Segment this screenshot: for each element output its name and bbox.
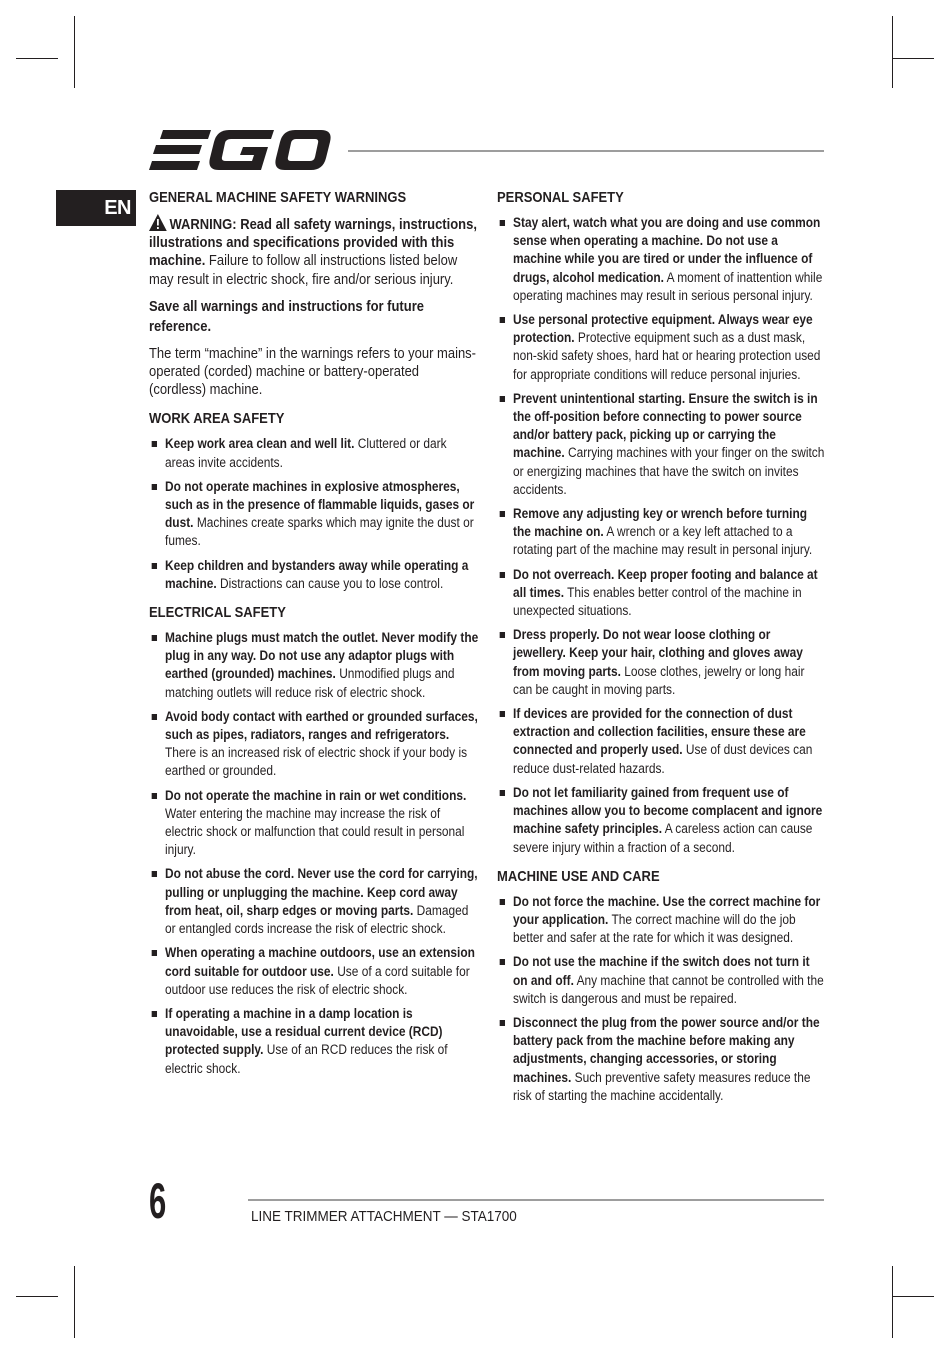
item-text: Use of dust devices can reduce dust-related hazards. <box>513 742 813 776</box>
item-text: Distractions can cause you to lose control. <box>220 575 444 591</box>
personal-safety-heading: PERSONAL SAFETY <box>497 190 624 206</box>
crop-mark <box>892 1266 893 1338</box>
item-bold-text: Use personal protective equipment. Always wear eye protection. <box>513 312 813 346</box>
crop-mark <box>74 16 75 88</box>
crop-mark <box>892 16 893 88</box>
warning-bold-text: Read all safety warnings, instructions, illustrations and specifications provided with this machine. <box>149 217 477 270</box>
item-text: A moment of inattention while operating machines may result in serious personal injury. <box>513 269 823 303</box>
list-item <box>497 566 826 621</box>
item-text: Carrying machines with your finger on the switch or energizing machines that have the switch on invites accidents. <box>513 445 825 497</box>
item-bold-text: Keep work area clean and well lit. <box>165 436 355 452</box>
footer-title: LINE TRIMMER ATTACHMENT — STA1700 <box>251 1208 517 1225</box>
item-text: Loose clothes, jewelry or long hair can be caught in moving parts. <box>513 663 805 697</box>
list-item <box>149 557 478 593</box>
page-number: 6 <box>149 1173 167 1229</box>
work-area-heading: WORK AREA SAFETY <box>149 411 285 428</box>
machine-use-list <box>497 893 826 1105</box>
item-text: Unmodified plugs and matching outlets will reduce risk of electric shock. <box>165 666 455 700</box>
list-item <box>149 787 478 860</box>
list-item <box>497 214 826 305</box>
warning-paragraph <box>149 214 478 289</box>
item-bold-text: When operating a machine outdoors, use an extension cord suitable for outdoor use. <box>165 945 475 979</box>
list-item <box>497 390 826 499</box>
item-bold-text: If operating a machine in a damp location is unavoidable, use a residual current device (RCD) protected supply. <box>165 1005 443 1058</box>
crop-mark <box>16 58 58 59</box>
ego-logo <box>149 130 331 170</box>
list-item <box>497 953 826 1008</box>
electrical-list <box>149 629 478 1078</box>
list-item <box>149 1005 478 1078</box>
right-column <box>497 188 826 1111</box>
item-text: Water entering the machine may increase the risk of electric shock or malfunction that could result in personal injury. <box>165 805 465 858</box>
item-text: Use of a cord suitable for outdoor use reduces the risk of electric shock. <box>165 963 470 997</box>
left-column <box>149 188 478 1084</box>
item-bold-text: Avoid body contact with earthed or grounded surfaces, such as pipes, radiators, ranges and refrigerators. <box>165 708 478 743</box>
list-item <box>497 1014 826 1105</box>
item-bold-text: Do not force the machine. Use the correct machine for your application. <box>513 893 821 927</box>
footer-rule <box>248 1199 824 1201</box>
list-item <box>497 626 826 699</box>
item-bold-text: Stay alert, watch what you are doing and use common sense when operating a machine. Do not use a machine while you are tired or under the influence of drugs, alcohol medication. <box>513 215 821 285</box>
item-text: A wrench or a key left attached to a rotating part of the machine may result in personal injury. <box>513 524 813 558</box>
crop-mark <box>892 1296 934 1297</box>
save-instruction: Save all warnings and instructions for future reference. <box>149 298 424 335</box>
warning-triangle-icon <box>149 214 167 231</box>
item-bold-text: Do not operate machines in explosive atmospheres, such as in the presence of flammable liquids, gases or dust. <box>165 478 475 531</box>
item-text: This enables better control of the machine in unexpected situations. <box>513 584 802 619</box>
item-bold-text: Do not abuse the cord. Never use the cord for carrying, pulling or unplugging the machine. Keep cord away from heat, oil, sharp edges or moving parts. <box>165 866 478 918</box>
item-text: Damaged or entangled cords increase the risk of electric shock. <box>165 902 469 937</box>
general-warnings-heading: GENERAL MACHINE SAFETY WARNINGS <box>149 190 407 206</box>
item-text: Cluttered or dark areas invite accidents. <box>165 436 447 470</box>
item-text: Machines create sparks which may ignite the dust or fumes. <box>165 515 474 549</box>
term-definition: The term “machine” in the warnings refers to your mains-operated (corded) machine or battery-operated (cordless) machine. <box>149 345 477 399</box>
item-bold-text: Dress properly. Do not wear loose clothing or jewellery. Keep your hair, clothing and gloves away from moving parts. <box>513 627 803 679</box>
language-tab <box>56 190 136 226</box>
list-item <box>497 505 826 560</box>
list-item <box>149 435 478 471</box>
item-text: A careless action can cause severe injury within a fraction of a second. <box>513 821 813 855</box>
item-text: The correct machine will do the job better and safer at the rate for which it was designed. <box>513 911 796 946</box>
item-bold-text: If devices are provided for the connection of dust extraction and collection facilities, ensure these are connected and properly used. <box>513 706 806 758</box>
item-bold-text: Disconnect the plug from the power source and/or the battery pack from the machine before making any adjustments, changing accessories, or storing machines. <box>513 1014 820 1085</box>
list-item <box>149 708 478 781</box>
item-text: Any machine that cannot be controlled with the switch is dangerous and must be repaired. <box>513 972 824 1006</box>
list-item <box>149 478 478 551</box>
electrical-heading: ELECTRICAL SAFETY <box>149 605 286 622</box>
personal-safety-list <box>497 214 826 857</box>
crop-mark <box>16 1296 58 1297</box>
list-item <box>497 784 826 857</box>
machine-use-heading: MACHINE USE AND CARE <box>497 868 660 885</box>
item-bold-text: Machine plugs must match the outlet. Never modify the plug in any way. Do not use any adaptor plugs with earthed (grounded) machines. <box>165 630 479 682</box>
item-bold-text: Keep children and bystanders away while operating a machine. <box>165 557 469 591</box>
item-text: Protective equipment such as a dust mask, non-skid safety shoes, hard hat or hearing protection used for appropriate conditions will reduce personal injuries. <box>513 330 821 382</box>
item-bold-text: Do not operate the machine in rain or wet conditions. <box>165 787 467 803</box>
list-item <box>497 311 826 384</box>
item-bold-text: Remove any adjusting key or wrench before turning the machine on. <box>513 506 808 540</box>
language-label: EN <box>104 196 131 219</box>
item-bold-text: Do not overreach. Keep proper footing and balance at all times. <box>513 566 818 600</box>
item-text: Use of an RCD reduces the risk of electric shock. <box>165 1042 448 1076</box>
item-text: There is an increased risk of electric shock if your body is earthed or grounded. <box>165 745 468 779</box>
work-area-list <box>149 435 478 593</box>
list-item <box>497 893 826 948</box>
list-item <box>149 865 478 938</box>
warning-text: Failure to follow all instructions listed below may result in electric shock, fire and/or serious injury. <box>149 253 458 288</box>
header-rule <box>348 150 824 152</box>
item-bold-text: Do not use the machine if the switch does not turn it on and off. <box>513 954 810 988</box>
warning-label: WARNING: <box>169 217 237 233</box>
crop-mark <box>892 58 934 59</box>
list-item <box>149 944 478 999</box>
item-bold-text: Prevent unintentional starting. Ensure the switch is in the off-position before connecting to power source and/or battery pack, picking up or carrying the machine. <box>513 390 818 461</box>
crop-mark <box>74 1266 75 1338</box>
list-item <box>149 629 478 702</box>
item-text: Such preventive safety measures reduce the risk of starting the machine accidentally. <box>513 1069 811 1103</box>
item-bold-text: Do not let familiarity gained from frequent use of machines allow you to become complacent and ignore machine safety principles. <box>513 784 823 837</box>
list-item <box>497 705 826 778</box>
